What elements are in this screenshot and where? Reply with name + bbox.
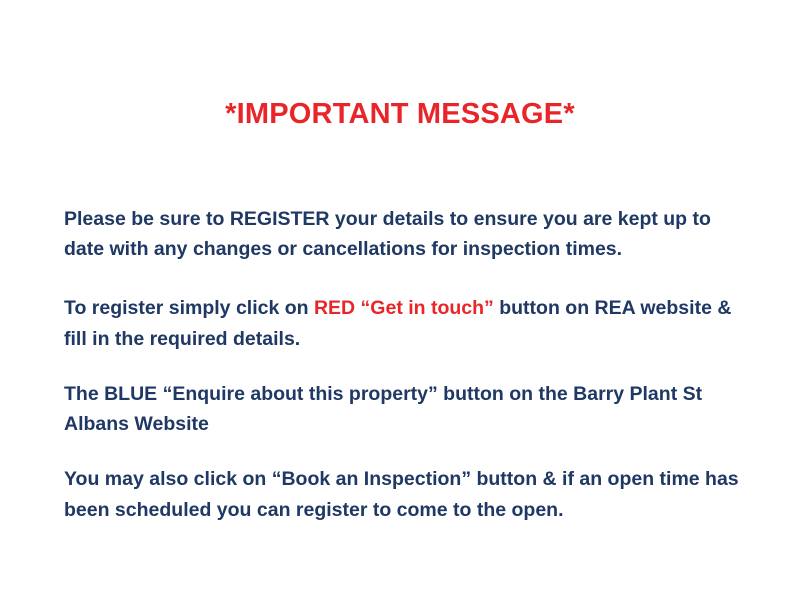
paragraph-register-details: [64, 204, 744, 264]
text-run: To register simply click on: [64, 297, 314, 320]
page-title: *IMPORTANT MESSAGE*: [225, 98, 575, 130]
slide-body: [64, 204, 744, 525]
text-run: The BLUE “Enquire about this property” button on the Barry Plant St Albans Website: [64, 382, 703, 436]
paragraph-rea-get-in-touch: [64, 293, 744, 353]
text-run: You may also click on “Book an Inspection” button & if an open time has been scheduled you can register to come to the open.: [64, 468, 739, 521]
text-run: button on REA website & fill in the required details.: [64, 297, 732, 350]
paragraph-book-an-inspection: [64, 464, 744, 524]
text-run: Please be sure to REGISTER your details to ensure you are kept up to date with any changes or cancellations for inspection times.: [64, 208, 711, 261]
paragraph-barry-plant-enquire: [64, 379, 744, 439]
text-run-highlight-red: RED “Get in touch”: [313, 297, 494, 320]
